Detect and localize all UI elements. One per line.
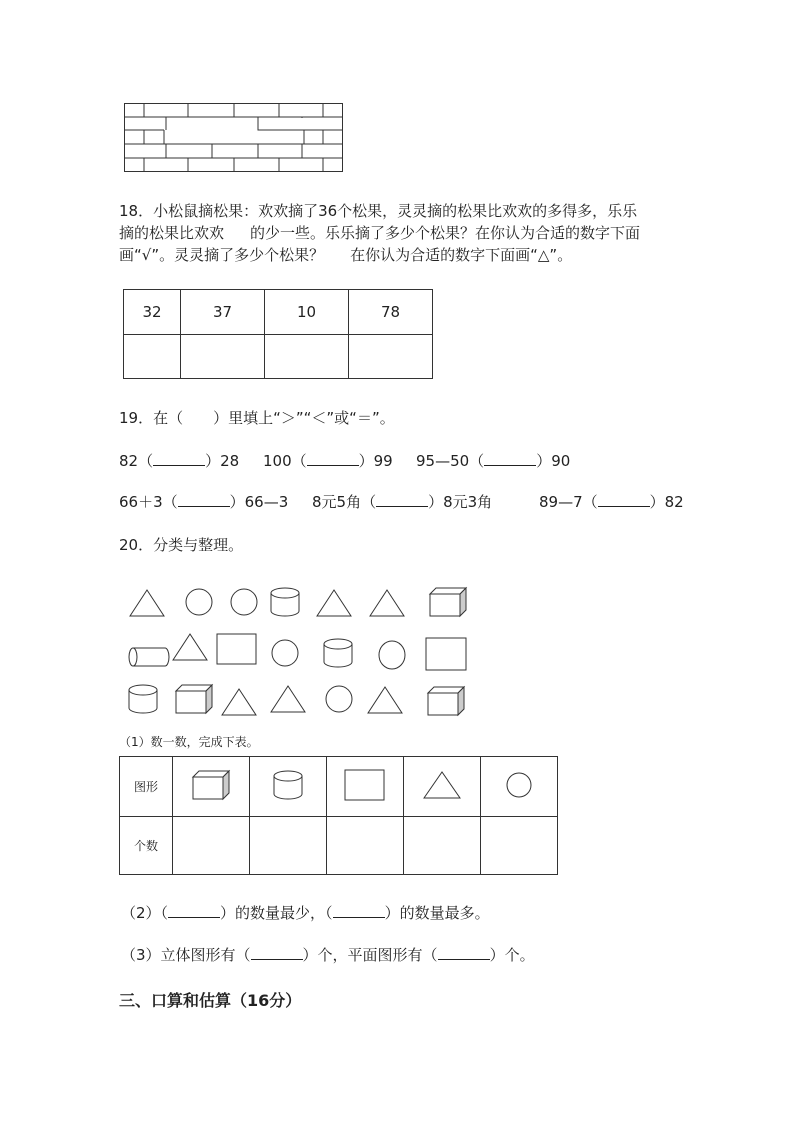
cylinder-icon [129,685,157,713]
circle-icon [272,640,298,666]
count-cell[interactable] [481,817,558,875]
table-shape-cell [173,757,250,817]
q20-title: 20．分类与整理。 [119,536,244,554]
rectangle-icon [217,634,256,664]
answer-blank[interactable] [251,945,303,960]
q20-count-table [119,756,558,875]
answer-cell[interactable] [181,335,265,379]
table-shape-cell [250,757,327,817]
cylinder-icon [271,588,299,616]
rectangle-icon [426,638,466,670]
q19-item: 89—7（ ）82 [539,493,684,511]
circle-icon [231,589,257,615]
q19-item: 82（ ）28 [119,452,240,470]
cylinder-icon [129,648,169,666]
q20-sub1: （1）数一数，完成下表。 [119,735,259,749]
cube-icon [430,588,466,616]
q18-line2: 摘的松果比欢欢 的少一些。乐乐摘了多少个松果？在你认为合适的数字下面 [119,224,641,242]
cylinder-icon [324,639,352,667]
triangle-icon [222,689,256,715]
table-shape-cell [404,757,481,817]
table-shape-cell [327,757,404,817]
cube-icon [192,770,230,800]
q20-sub2: （2）（ ）的数量最少，（ ）的数量最多。 [121,904,490,922]
circle-icon [326,686,352,712]
count-cell[interactable] [173,817,250,875]
triangle-icon [173,634,207,660]
q18-line1: 18．小松鼠摘松果：欢欢摘了36个松果，灵灵摘的松果比欢欢的多得多，乐乐 [119,202,638,220]
triangle-icon [422,770,462,800]
answer-blank[interactable] [484,451,536,466]
option-cell: 78 [349,290,433,335]
answer-blank[interactable] [178,492,230,507]
option-cell: 32 [124,290,181,335]
q18-line3: 画“√”。灵灵摘了多少个松果？ 在你认为合适的数字下面画“△”。 [119,246,573,264]
row-header: 个数 [120,817,173,875]
section-3-title: 三、口算和估算（16分） [119,991,302,1010]
answer-blank[interactable] [333,903,385,918]
count-cell[interactable] [404,817,481,875]
answer-blank[interactable] [153,451,205,466]
cube-icon [176,685,212,713]
answer-blank[interactable] [376,492,428,507]
q19-item: 100（ ）99 [263,452,393,470]
answer-blank[interactable] [438,945,490,960]
triangle-icon [368,687,402,713]
option-cell: 10 [265,290,349,335]
row-header: 图形 [120,757,173,817]
answer-blank[interactable] [307,451,359,466]
question-18 [119,200,679,266]
answer-blank[interactable] [168,903,220,918]
cylinder-icon [273,770,303,800]
triangle-icon [370,590,404,616]
rectangle-icon [344,769,386,801]
count-cell[interactable] [250,817,327,875]
circle-icon [379,641,405,669]
circle-icon [504,770,534,800]
table-shape-cell [481,757,558,817]
triangle-icon [271,686,305,712]
answer-cell[interactable] [124,335,181,379]
triangle-icon [130,590,164,616]
brick-wall-figure [124,103,344,173]
circle-icon [186,589,212,615]
q19-item: 8元5角（ ）8元3角 [312,493,493,511]
count-cell[interactable] [327,817,404,875]
q19-title: 19．在（ ）里填上“＞”“＜”或“＝”。 [119,409,395,427]
shapes-figure [120,582,480,722]
answer-blank[interactable] [598,492,650,507]
answer-cell[interactable] [349,335,433,379]
q20-sub3: （3）立体图形有（ ）个，平面图形有（ ）个。 [121,946,535,964]
q19-item: 66＋3（ ）66—3 [119,493,289,511]
answer-cell[interactable] [265,335,349,379]
q19-item: 95—50（ ）90 [416,452,571,470]
triangle-icon [317,590,351,616]
cube-icon [428,687,464,715]
option-cell: 37 [181,290,265,335]
q18-number-table [123,289,433,379]
